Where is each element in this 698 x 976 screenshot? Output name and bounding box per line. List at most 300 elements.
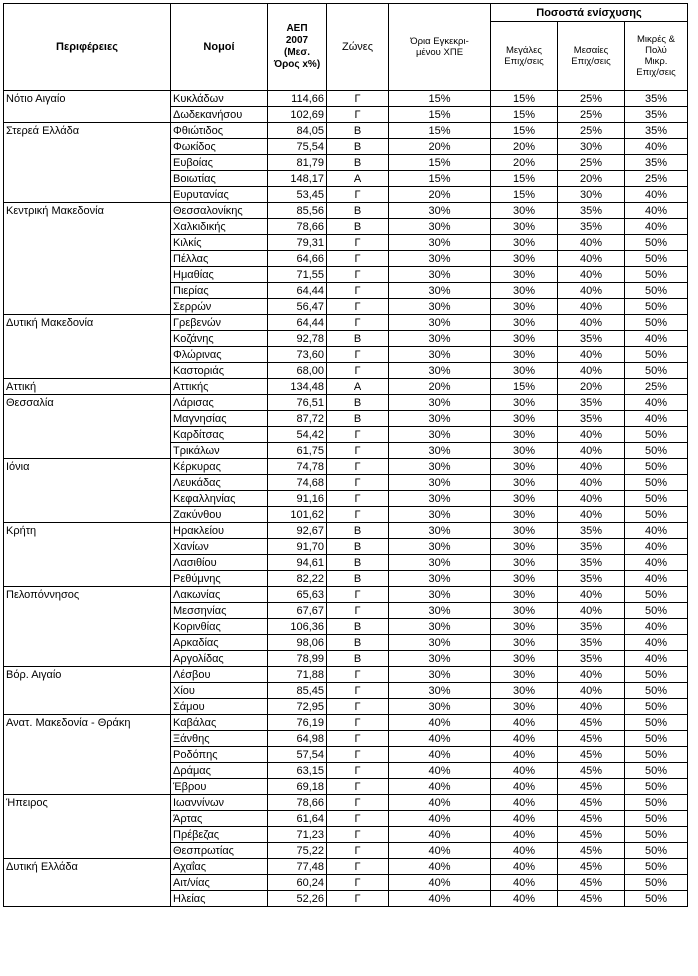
cell-small: 50% (625, 811, 688, 827)
cell-region: Κρήτη (4, 523, 171, 539)
cell-medium: 45% (558, 763, 625, 779)
table-body (4, 91, 688, 907)
cell-zone: Γ (327, 667, 389, 683)
cell-small: 40% (625, 619, 688, 635)
cell-zone: Γ (327, 859, 389, 875)
cell-medium: 35% (558, 571, 625, 587)
cell-small: 50% (625, 667, 688, 683)
cell-zone: Γ (327, 507, 389, 523)
cell-prefecture: Χανίων (171, 539, 268, 555)
cell-small: 25% (625, 171, 688, 187)
cell-zone: Γ (327, 731, 389, 747)
table-row (4, 491, 688, 507)
cell-large: 30% (491, 475, 558, 491)
cell-limit: 40% (389, 747, 491, 763)
cell-small: 40% (625, 539, 688, 555)
cell-small: 40% (625, 139, 688, 155)
cell-large: 15% (491, 171, 558, 187)
cell-region (4, 219, 171, 235)
cell-zone: Β (327, 203, 389, 219)
cell-prefecture: Φθιώτιδος (171, 123, 268, 139)
cell-medium: 45% (558, 747, 625, 763)
cell-prefecture: Ηλείας (171, 891, 268, 907)
table-row (4, 827, 688, 843)
cell-gdp: 64,98 (268, 731, 327, 747)
cell-medium: 40% (558, 683, 625, 699)
cell-prefecture: Ευρυτανίας (171, 187, 268, 203)
cell-zone: Β (327, 331, 389, 347)
table-row (4, 715, 688, 731)
cell-zone: Α (327, 379, 389, 395)
cell-zone: Β (327, 123, 389, 139)
cell-large: 40% (491, 715, 558, 731)
cell-prefecture: Ζακύνθου (171, 507, 268, 523)
cell-region (4, 107, 171, 123)
cell-gdp: 74,78 (268, 459, 327, 475)
cell-prefecture: Γρεβενών (171, 315, 268, 331)
cell-gdp: 74,68 (268, 475, 327, 491)
cell-gdp: 85,45 (268, 683, 327, 699)
header-medium: Μεσαίες Επιχ/σεις (558, 22, 625, 91)
cell-gdp: 98,06 (268, 635, 327, 651)
cell-small: 40% (625, 571, 688, 587)
cell-zone: Β (327, 539, 389, 555)
cell-large: 40% (491, 891, 558, 907)
cell-zone: Β (327, 155, 389, 171)
table-row (4, 187, 688, 203)
cell-large: 20% (491, 139, 558, 155)
cell-medium: 45% (558, 827, 625, 843)
cell-medium: 35% (558, 331, 625, 347)
table-row (4, 315, 688, 331)
cell-large: 40% (491, 811, 558, 827)
cell-limit: 40% (389, 859, 491, 875)
cell-limit: 30% (389, 507, 491, 523)
cell-region (4, 427, 171, 443)
cell-small: 50% (625, 683, 688, 699)
cell-gdp: 69,18 (268, 779, 327, 795)
cell-gdp: 84,05 (268, 123, 327, 139)
cell-region: Κεντρική Μακεδονία (4, 203, 171, 219)
cell-gdp: 91,16 (268, 491, 327, 507)
cell-medium: 25% (558, 123, 625, 139)
cell-region (4, 571, 171, 587)
cell-prefecture: Βοιωτίας (171, 171, 268, 187)
cell-limit: 20% (389, 379, 491, 395)
cell-large: 30% (491, 619, 558, 635)
cell-limit: 40% (389, 795, 491, 811)
cell-gdp: 92,67 (268, 523, 327, 539)
cell-prefecture: Κοζάνης (171, 331, 268, 347)
cell-prefecture: Χαλκιδικής (171, 219, 268, 235)
cell-limit: 30% (389, 203, 491, 219)
cell-gdp: 60,24 (268, 875, 327, 891)
cell-limit: 30% (389, 331, 491, 347)
cell-limit: 40% (389, 891, 491, 907)
cell-medium: 45% (558, 843, 625, 859)
cell-prefecture: Ημαθίας (171, 267, 268, 283)
cell-medium: 40% (558, 347, 625, 363)
table-row (4, 203, 688, 219)
cell-gdp: 57,54 (268, 747, 327, 763)
cell-medium: 35% (558, 555, 625, 571)
cell-medium: 45% (558, 859, 625, 875)
cell-limit: 15% (389, 171, 491, 187)
table-row (4, 587, 688, 603)
cell-region: Ήπειρος (4, 795, 171, 811)
cell-region (4, 635, 171, 651)
table-row (4, 331, 688, 347)
cell-region (4, 619, 171, 635)
cell-region (4, 539, 171, 555)
cell-prefecture: Τρικάλων (171, 443, 268, 459)
support-rates-table (3, 3, 688, 907)
cell-gdp: 85,56 (268, 203, 327, 219)
cell-small: 50% (625, 699, 688, 715)
cell-zone: Γ (327, 891, 389, 907)
cell-prefecture: Καστοριάς (171, 363, 268, 379)
cell-gdp: 92,78 (268, 331, 327, 347)
table-row (4, 299, 688, 315)
cell-zone: Γ (327, 235, 389, 251)
cell-zone: Γ (327, 283, 389, 299)
header-large: Μεγάλες Επιχ/σεις (491, 22, 558, 91)
cell-large: 30% (491, 507, 558, 523)
cell-medium: 35% (558, 635, 625, 651)
cell-region: Ανατ. Μακεδονία - Θράκη (4, 715, 171, 731)
cell-gdp: 91,70 (268, 539, 327, 555)
cell-zone: Β (327, 395, 389, 411)
cell-region (4, 251, 171, 267)
cell-small: 50% (625, 267, 688, 283)
cell-region: Αττική (4, 379, 171, 395)
table-row (4, 379, 688, 395)
cell-limit: 30% (389, 347, 491, 363)
cell-region (4, 363, 171, 379)
cell-gdp: 75,22 (268, 843, 327, 859)
table-row (4, 235, 688, 251)
cell-limit: 15% (389, 155, 491, 171)
cell-region (4, 827, 171, 843)
cell-medium: 35% (558, 619, 625, 635)
cell-region: Πελοπόννησος (4, 587, 171, 603)
cell-small: 50% (625, 347, 688, 363)
table-row (4, 475, 688, 491)
cell-region: Θεσσαλία (4, 395, 171, 411)
cell-limit: 30% (389, 523, 491, 539)
cell-small: 50% (625, 795, 688, 811)
table-row (4, 107, 688, 123)
cell-large: 15% (491, 187, 558, 203)
cell-zone: Γ (327, 251, 389, 267)
cell-gdp: 68,00 (268, 363, 327, 379)
cell-zone: Γ (327, 875, 389, 891)
cell-medium: 40% (558, 443, 625, 459)
cell-small: 40% (625, 523, 688, 539)
cell-region (4, 187, 171, 203)
table-row (4, 155, 688, 171)
cell-region (4, 139, 171, 155)
cell-prefecture: Αρκαδίας (171, 635, 268, 651)
cell-small: 50% (625, 875, 688, 891)
cell-medium: 35% (558, 395, 625, 411)
table-row (4, 891, 688, 907)
cell-prefecture: Λασιθίου (171, 555, 268, 571)
cell-region (4, 235, 171, 251)
cell-limit: 30% (389, 299, 491, 315)
cell-limit: 30% (389, 571, 491, 587)
cell-limit: 20% (389, 187, 491, 203)
cell-prefecture: Άρτας (171, 811, 268, 827)
cell-large: 40% (491, 795, 558, 811)
cell-region (4, 443, 171, 459)
cell-large: 30% (491, 555, 558, 571)
cell-medium: 40% (558, 491, 625, 507)
cell-region: Δυτική Ελλάδα (4, 859, 171, 875)
cell-region (4, 651, 171, 667)
cell-small: 50% (625, 235, 688, 251)
header-limits: Όρια Εγκεκρι- μένου ΧΠΕ (389, 4, 491, 91)
cell-gdp: 65,63 (268, 587, 327, 603)
cell-small: 50% (625, 891, 688, 907)
cell-zone: Γ (327, 475, 389, 491)
table-row (4, 571, 688, 587)
cell-small: 50% (625, 251, 688, 267)
cell-zone: Γ (327, 443, 389, 459)
cell-medium: 40% (558, 251, 625, 267)
table-row (4, 699, 688, 715)
cell-prefecture: Αργολίδας (171, 651, 268, 667)
cell-zone: Β (327, 555, 389, 571)
cell-large: 20% (491, 155, 558, 171)
cell-gdp: 81,79 (268, 155, 327, 171)
cell-gdp: 67,67 (268, 603, 327, 619)
cell-gdp: 79,31 (268, 235, 327, 251)
cell-gdp: 64,66 (268, 251, 327, 267)
cell-gdp: 63,15 (268, 763, 327, 779)
table-row (4, 843, 688, 859)
cell-limit: 30% (389, 363, 491, 379)
table-row (4, 283, 688, 299)
table-row (4, 363, 688, 379)
cell-prefecture: Πιερίας (171, 283, 268, 299)
cell-medium: 40% (558, 507, 625, 523)
cell-large: 30% (491, 411, 558, 427)
cell-large: 30% (491, 571, 558, 587)
cell-gdp: 94,61 (268, 555, 327, 571)
cell-zone: Γ (327, 187, 389, 203)
cell-small: 35% (625, 107, 688, 123)
cell-large: 40% (491, 747, 558, 763)
cell-small: 40% (625, 395, 688, 411)
cell-gdp: 114,66 (268, 91, 327, 107)
table-row (4, 459, 688, 475)
cell-gdp: 52,26 (268, 891, 327, 907)
cell-gdp: 64,44 (268, 315, 327, 331)
cell-gdp: 54,42 (268, 427, 327, 443)
cell-limit: 30% (389, 587, 491, 603)
table-row (4, 171, 688, 187)
cell-large: 30% (491, 347, 558, 363)
cell-medium: 40% (558, 427, 625, 443)
cell-zone: Γ (327, 843, 389, 859)
cell-prefecture: Καρδίτσας (171, 427, 268, 443)
cell-small: 35% (625, 91, 688, 107)
cell-region (4, 699, 171, 715)
cell-medium: 40% (558, 459, 625, 475)
cell-limit: 30% (389, 251, 491, 267)
cell-region (4, 779, 171, 795)
cell-zone: Β (327, 619, 389, 635)
cell-medium: 40% (558, 299, 625, 315)
cell-zone: Γ (327, 747, 389, 763)
cell-small: 50% (625, 859, 688, 875)
cell-medium: 40% (558, 363, 625, 379)
cell-limit: 30% (389, 683, 491, 699)
table-row (4, 523, 688, 539)
cell-medium: 30% (558, 187, 625, 203)
cell-prefecture: Λευκάδας (171, 475, 268, 491)
cell-large: 40% (491, 827, 558, 843)
cell-prefecture: Αττικής (171, 379, 268, 395)
cell-gdp: 53,45 (268, 187, 327, 203)
cell-prefecture: Λέσβου (171, 667, 268, 683)
cell-small: 40% (625, 187, 688, 203)
cell-small: 50% (625, 779, 688, 795)
cell-limit: 15% (389, 107, 491, 123)
cell-limit: 40% (389, 843, 491, 859)
cell-large: 30% (491, 235, 558, 251)
cell-small: 50% (625, 715, 688, 731)
cell-medium: 30% (558, 139, 625, 155)
cell-small: 50% (625, 763, 688, 779)
cell-large: 30% (491, 251, 558, 267)
cell-region (4, 875, 171, 891)
cell-prefecture: Φωκίδος (171, 139, 268, 155)
cell-zone: Γ (327, 299, 389, 315)
cell-limit: 30% (389, 235, 491, 251)
cell-region (4, 603, 171, 619)
cell-region (4, 283, 171, 299)
cell-gdp: 61,75 (268, 443, 327, 459)
cell-zone: Γ (327, 795, 389, 811)
cell-region (4, 299, 171, 315)
cell-zone: Γ (327, 363, 389, 379)
table-row (4, 219, 688, 235)
table-row (4, 251, 688, 267)
cell-limit: 30% (389, 395, 491, 411)
cell-limit: 30% (389, 491, 491, 507)
cell-medium: 40% (558, 283, 625, 299)
table-row (4, 411, 688, 427)
cell-small: 50% (625, 459, 688, 475)
table-row (4, 859, 688, 875)
cell-small: 40% (625, 635, 688, 651)
cell-medium: 45% (558, 875, 625, 891)
table-row (4, 555, 688, 571)
cell-prefecture: Θεσπρωτίας (171, 843, 268, 859)
cell-zone: Γ (327, 699, 389, 715)
cell-gdp: 76,51 (268, 395, 327, 411)
cell-gdp: 106,36 (268, 619, 327, 635)
cell-region (4, 747, 171, 763)
cell-zone: Γ (327, 763, 389, 779)
cell-limit: 30% (389, 315, 491, 331)
cell-prefecture: Ροδόπης (171, 747, 268, 763)
cell-zone: Β (327, 139, 389, 155)
table-row (4, 635, 688, 651)
cell-region (4, 891, 171, 907)
header-support-group: Ποσοστά ενίσχυσης (491, 4, 688, 22)
cell-prefecture: Μεσσηνίας (171, 603, 268, 619)
table-row (4, 267, 688, 283)
cell-large: 30% (491, 315, 558, 331)
table-row (4, 139, 688, 155)
cell-large: 30% (491, 587, 558, 603)
cell-medium: 35% (558, 523, 625, 539)
cell-gdp: 64,44 (268, 283, 327, 299)
cell-region (4, 843, 171, 859)
table-row (4, 667, 688, 683)
cell-limit: 30% (389, 411, 491, 427)
cell-medium: 25% (558, 107, 625, 123)
cell-limit: 30% (389, 651, 491, 667)
cell-small: 40% (625, 331, 688, 347)
cell-large: 30% (491, 203, 558, 219)
cell-small: 50% (625, 731, 688, 747)
cell-prefecture: Κέρκυρας (171, 459, 268, 475)
table-row (4, 779, 688, 795)
cell-prefecture: Κιλκίς (171, 235, 268, 251)
cell-zone: Γ (327, 683, 389, 699)
cell-region (4, 731, 171, 747)
cell-prefecture: Κεφαλληνίας (171, 491, 268, 507)
cell-region (4, 411, 171, 427)
cell-limit: 40% (389, 763, 491, 779)
cell-medium: 40% (558, 603, 625, 619)
cell-zone: Β (327, 571, 389, 587)
table-header (4, 4, 688, 91)
cell-medium: 40% (558, 315, 625, 331)
cell-limit: 15% (389, 91, 491, 107)
cell-limit: 40% (389, 875, 491, 891)
cell-medium: 45% (558, 811, 625, 827)
table-row (4, 683, 688, 699)
cell-prefecture: Δράμας (171, 763, 268, 779)
cell-zone: Β (327, 635, 389, 651)
cell-gdp: 77,48 (268, 859, 327, 875)
cell-region (4, 507, 171, 523)
cell-large: 30% (491, 283, 558, 299)
cell-region (4, 763, 171, 779)
cell-zone: Γ (327, 267, 389, 283)
cell-region: Βόρ. Αιγαίο (4, 667, 171, 683)
cell-limit: 30% (389, 667, 491, 683)
cell-gdp: 102,69 (268, 107, 327, 123)
cell-large: 30% (491, 635, 558, 651)
table-row (4, 395, 688, 411)
cell-small: 50% (625, 315, 688, 331)
cell-gdp: 78,99 (268, 651, 327, 667)
cell-prefecture: Πρέβεζας (171, 827, 268, 843)
cell-limit: 30% (389, 699, 491, 715)
cell-gdp: 71,23 (268, 827, 327, 843)
cell-limit: 40% (389, 827, 491, 843)
cell-limit: 30% (389, 603, 491, 619)
cell-large: 30% (491, 523, 558, 539)
cell-limit: 30% (389, 443, 491, 459)
cell-prefecture: Σάμου (171, 699, 268, 715)
